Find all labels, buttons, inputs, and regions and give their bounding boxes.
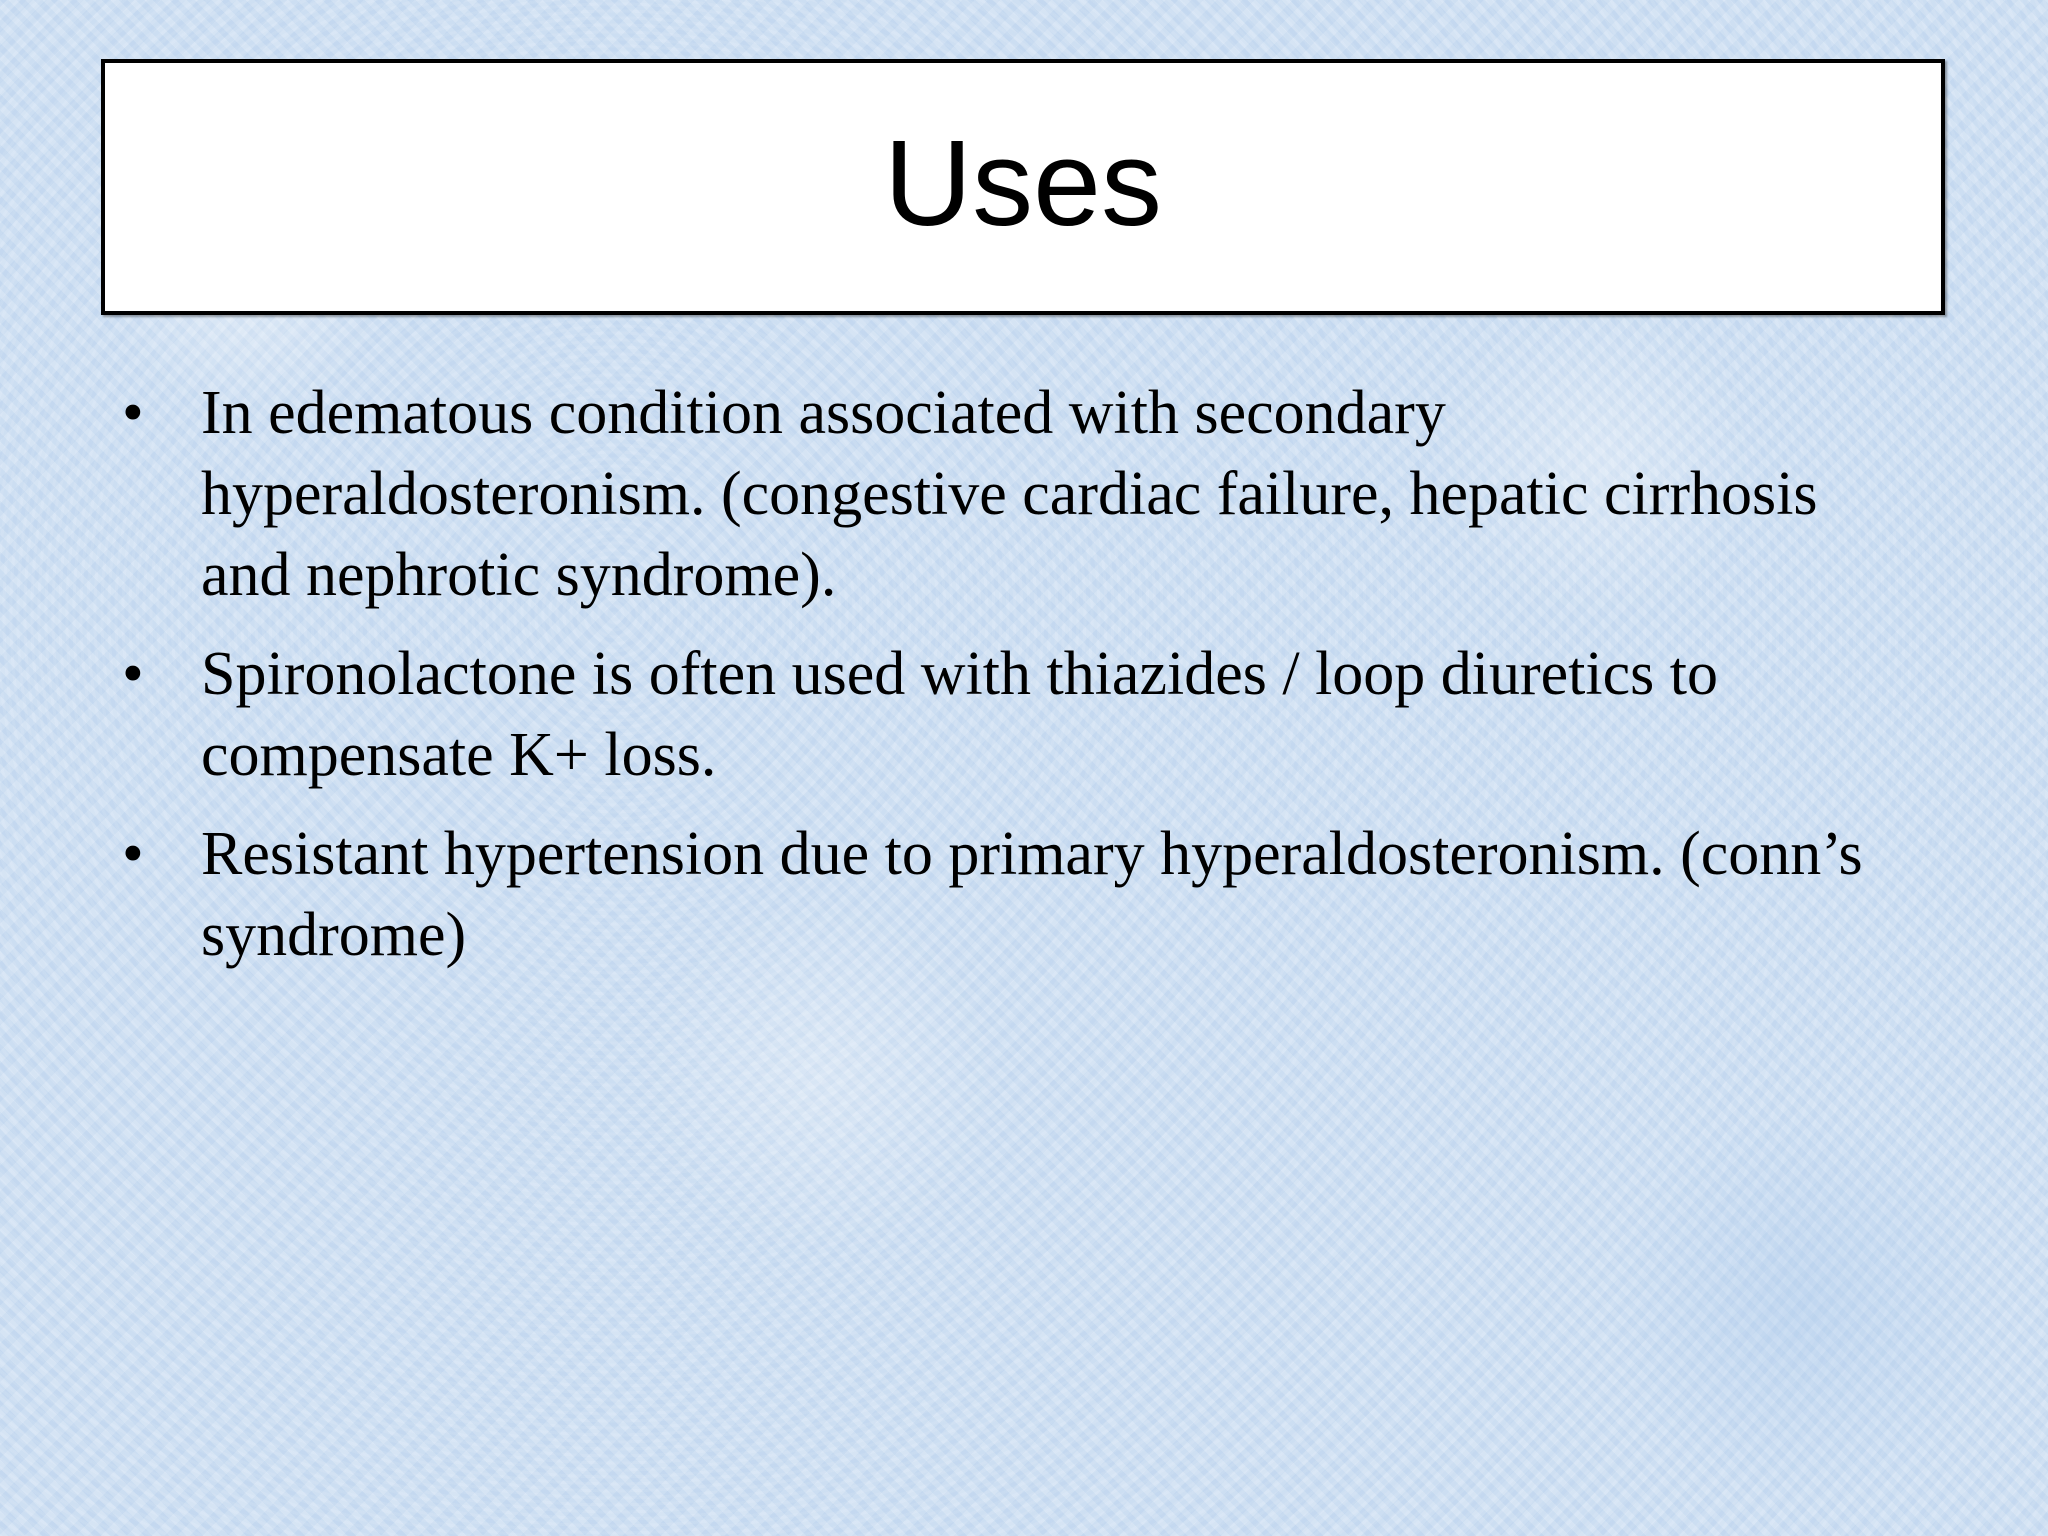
- bullet-text: Resistant hypertension due to primary hyperaldosteronism. (conn’s syndrome): [201, 820, 1863, 969]
- bullet-icon: •: [122, 820, 144, 888]
- bullet-item: [122, 814, 1922, 976]
- bullet-icon: •: [122, 379, 144, 447]
- bullet-list: [122, 373, 1922, 994]
- slide-title: Uses: [884, 115, 1162, 251]
- title-box: [101, 59, 1945, 315]
- bullet-text: In edematous condition associated with secondary hyperaldosteronism. (congestive cardiac failure, hepatic cirrhosis and nephrotic syndrome).: [201, 379, 1818, 609]
- bullet-text: Spironolactone is often used with thiazides / loop diuretics to compensate K+ loss.: [201, 640, 1719, 789]
- bullet-item: [122, 373, 1922, 616]
- bullet-icon: •: [122, 640, 144, 708]
- bullet-item: [122, 634, 1922, 796]
